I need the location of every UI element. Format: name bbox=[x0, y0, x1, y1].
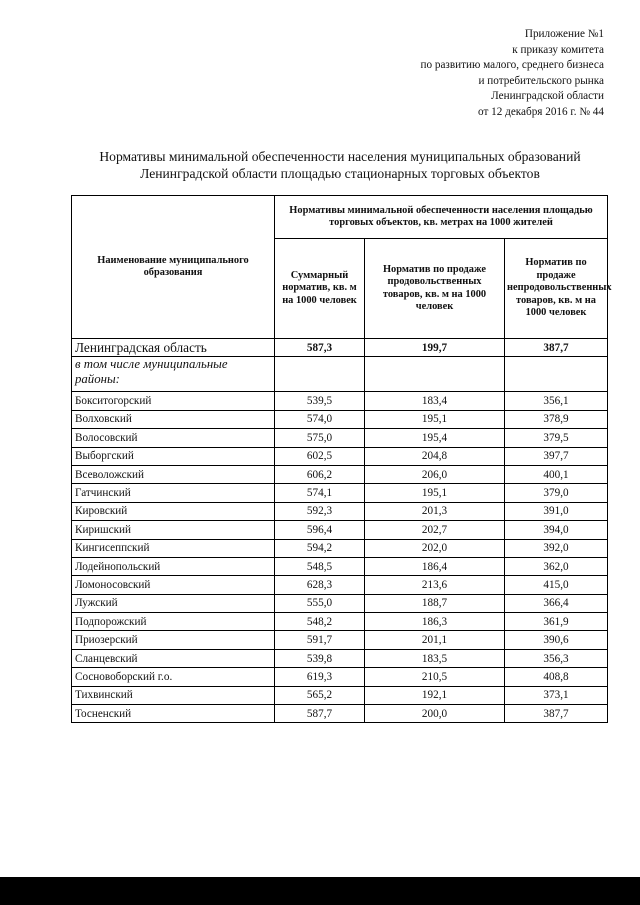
nonfood-value: 362,0 bbox=[505, 557, 608, 575]
table-row bbox=[72, 613, 608, 631]
total-value: 539,5 bbox=[275, 392, 365, 410]
district-name: Сланцевский bbox=[72, 649, 275, 667]
nonfood-value: 356,1 bbox=[505, 392, 608, 410]
empty-cell bbox=[505, 357, 608, 392]
document-title bbox=[60, 148, 620, 182]
title-line-2: Ленинградской области площадью стационарных торговых объектов bbox=[140, 166, 540, 181]
nonfood-value: 392,0 bbox=[505, 539, 608, 557]
district-name: Тосненский bbox=[72, 705, 275, 723]
total-value: 548,2 bbox=[275, 613, 365, 631]
district-name: Кингисеппский bbox=[72, 539, 275, 557]
total-value: 548,5 bbox=[275, 557, 365, 575]
nonfood-value: 356,3 bbox=[505, 649, 608, 667]
total-value: 574,0 bbox=[275, 410, 365, 428]
table-row bbox=[72, 521, 608, 539]
table-row bbox=[72, 594, 608, 612]
nonfood-value: 379,5 bbox=[505, 429, 608, 447]
district-name: Ломоносовский bbox=[72, 576, 275, 594]
total-value: 555,0 bbox=[275, 594, 365, 612]
table-row bbox=[72, 392, 608, 410]
food-value: 204,8 bbox=[365, 447, 505, 465]
table-row bbox=[72, 576, 608, 594]
table-row bbox=[72, 484, 608, 502]
table-row bbox=[72, 557, 608, 575]
region-food: 199,7 bbox=[365, 339, 505, 357]
food-value: 192,1 bbox=[365, 686, 505, 704]
nonfood-value: 366,4 bbox=[505, 594, 608, 612]
table-row bbox=[72, 447, 608, 465]
food-value: 195,4 bbox=[365, 429, 505, 447]
food-value: 202,0 bbox=[365, 539, 505, 557]
food-value: 183,4 bbox=[365, 392, 505, 410]
district-name: Лужский bbox=[72, 594, 275, 612]
annex-line: от 12 декабря 2016 г. № 44 bbox=[478, 105, 604, 118]
standards-table bbox=[71, 195, 612, 723]
nonfood-value: 394,0 bbox=[505, 521, 608, 539]
table-row bbox=[72, 705, 608, 723]
district-name: Подпорожский bbox=[72, 613, 275, 631]
table-row bbox=[72, 631, 608, 649]
district-name: Волосовский bbox=[72, 429, 275, 447]
district-name: Киришский bbox=[72, 521, 275, 539]
food-value: 183,5 bbox=[365, 649, 505, 667]
food-value: 206,0 bbox=[365, 465, 505, 483]
header-total: Суммарный норматив, кв. м на 1000 человек bbox=[275, 239, 365, 339]
table-row bbox=[72, 502, 608, 520]
nonfood-value: 373,1 bbox=[505, 686, 608, 704]
header-nonfood: Норматив по продаже непродовольственных товаров, кв. м на 1000 человек bbox=[505, 239, 608, 339]
annex-line: к приказу комитета bbox=[512, 43, 604, 56]
table-row bbox=[72, 649, 608, 667]
header-group: Нормативы минимальной обеспеченности населения площадью торговых объектов, кв. метрах на 1000 жителей bbox=[275, 196, 608, 239]
food-value: 213,6 bbox=[365, 576, 505, 594]
total-value: 594,2 bbox=[275, 539, 365, 557]
total-value: 596,4 bbox=[275, 521, 365, 539]
header-food: Норматив по продаже продовольственных товаров, кв. м на 1000 человек bbox=[365, 239, 505, 339]
district-name: Выборгский bbox=[72, 447, 275, 465]
district-name: Тихвинский bbox=[72, 686, 275, 704]
district-name: Волховский bbox=[72, 410, 275, 428]
food-value: 210,5 bbox=[365, 668, 505, 686]
nonfood-value: 361,9 bbox=[505, 613, 608, 631]
header-name-column: Наименование муниципального образования bbox=[72, 196, 275, 339]
food-value: 195,1 bbox=[365, 484, 505, 502]
food-value: 195,1 bbox=[365, 410, 505, 428]
food-value: 186,4 bbox=[365, 557, 505, 575]
food-value: 201,3 bbox=[365, 502, 505, 520]
region-total: 587,3 bbox=[275, 339, 365, 357]
table-row bbox=[72, 668, 608, 686]
district-name: Приозерский bbox=[72, 631, 275, 649]
annex-line: по развитию малого, среднего бизнеса bbox=[420, 59, 604, 72]
nonfood-value: 390,6 bbox=[505, 631, 608, 649]
district-name: Кировский bbox=[72, 502, 275, 520]
total-value: 587,7 bbox=[275, 705, 365, 723]
region-name: Ленинградская область bbox=[72, 339, 275, 357]
region-row bbox=[72, 339, 608, 357]
title-line-1: Нормативы минимальной обеспеченности населения муниципальных образований bbox=[99, 149, 581, 164]
empty-cell bbox=[275, 357, 365, 392]
nonfood-value: 397,7 bbox=[505, 447, 608, 465]
total-value: 575,0 bbox=[275, 429, 365, 447]
subheading: в том числе муниципальные районы: bbox=[72, 357, 275, 392]
scan-bottom-edge bbox=[0, 877, 640, 905]
district-name: Гатчинский bbox=[72, 484, 275, 502]
total-value: 565,2 bbox=[275, 686, 365, 704]
total-value: 574,1 bbox=[275, 484, 365, 502]
district-name: Лодейнопольский bbox=[72, 557, 275, 575]
nonfood-value: 387,7 bbox=[505, 705, 608, 723]
total-value: 602,5 bbox=[275, 447, 365, 465]
region-nonfood: 387,7 bbox=[505, 339, 608, 357]
annex-line: и потребительского рынка bbox=[478, 74, 604, 87]
district-name: Бокситогорский bbox=[72, 392, 275, 410]
food-value: 200,0 bbox=[365, 705, 505, 723]
total-value: 619,3 bbox=[275, 668, 365, 686]
nonfood-value: 379,0 bbox=[505, 484, 608, 502]
total-value: 628,3 bbox=[275, 576, 365, 594]
empty-cell bbox=[365, 357, 505, 392]
total-value: 539,8 bbox=[275, 649, 365, 667]
table-row bbox=[72, 539, 608, 557]
food-value: 186,3 bbox=[365, 613, 505, 631]
food-value: 202,7 bbox=[365, 521, 505, 539]
table-row bbox=[72, 686, 608, 704]
total-value: 592,3 bbox=[275, 502, 365, 520]
nonfood-value: 408,8 bbox=[505, 668, 608, 686]
nonfood-value: 378,9 bbox=[505, 410, 608, 428]
nonfood-value: 400,1 bbox=[505, 465, 608, 483]
district-name: Сосновоборский г.о. bbox=[72, 668, 275, 686]
total-value: 606,2 bbox=[275, 465, 365, 483]
subheading-row bbox=[72, 357, 608, 392]
district-name: Всеволожский bbox=[72, 465, 275, 483]
table-row bbox=[72, 429, 608, 447]
annex-line: Ленинградской области bbox=[491, 90, 604, 103]
nonfood-value: 391,0 bbox=[505, 502, 608, 520]
table-row bbox=[72, 465, 608, 483]
food-value: 201,1 bbox=[365, 631, 505, 649]
annex-block bbox=[420, 27, 604, 121]
nonfood-value: 415,0 bbox=[505, 576, 608, 594]
table-row bbox=[72, 410, 608, 428]
annex-line: Приложение №1 bbox=[524, 28, 604, 40]
food-value: 188,7 bbox=[365, 594, 505, 612]
total-value: 591,7 bbox=[275, 631, 365, 649]
